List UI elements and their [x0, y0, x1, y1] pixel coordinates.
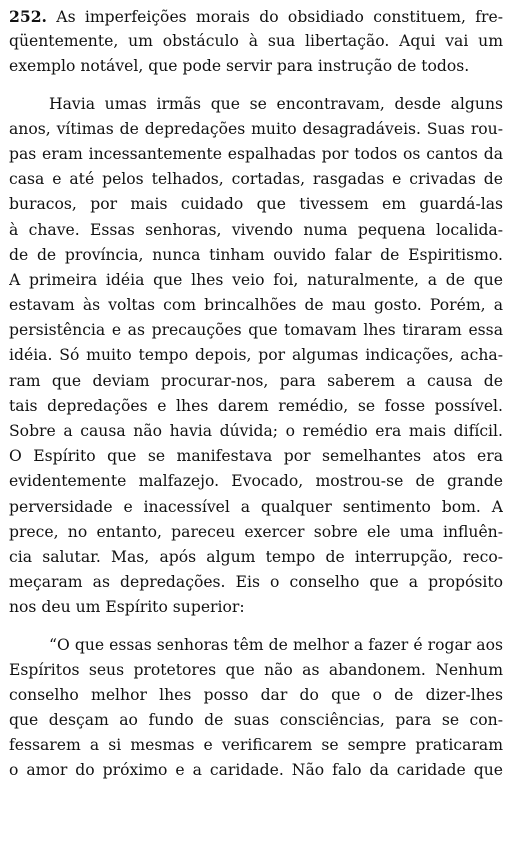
text-line: evidentemente malfazejo. Evocado, mostrou-se de grande: [9, 472, 503, 491]
text-line: O Espírito que se manifestava por semelhantes atos era: [9, 447, 503, 466]
text-line: buracos, por mais cuidado que tivessem em guardá-las: [9, 195, 503, 214]
paragraph-gap: [9, 621, 503, 633]
text-line: estavam às voltas com brincalhões de mau gosto. Porém, a: [9, 296, 503, 315]
text-line: prece, no entanto, pareceu exercer sobre ele uma influên-: [9, 522, 503, 541]
text-line: idéia. Só muito tempo depois, por algumas indicações, acha-: [9, 346, 503, 365]
text-line: cia salutar. Mas, após algum tempo de interrupção, reco-: [9, 547, 503, 566]
text-line: fessarem a si mesmas e verificarem se sempre praticaram: [9, 736, 503, 755]
paragraph-252: [9, 4, 503, 80]
document-page: [9, 4, 503, 784]
text-line: tais depredações e lhes darem remédio, se fosse possível.: [9, 396, 503, 415]
text-line: anos, vítimas de depredações muito desagradáveis. Suas rou-: [9, 119, 503, 138]
text-line: meçaram as depredações. Eis o conselho que a propósito: [9, 573, 503, 592]
text-line: casa e até pelos telhados, cortadas, rasgadas e crivadas de: [9, 170, 503, 189]
paragraph-number: 252.: [9, 7, 47, 26]
text-line: qüentemente, um obstáculo à sua libertação. Aqui vai um: [9, 32, 503, 51]
text-line: “O que essas senhoras têm de melhor a fazer é rogar aos: [49, 635, 503, 654]
text-line: Sobre a causa não havia dúvida; o remédio era mais difícil.: [9, 422, 503, 440]
text-line: o amor do próximo e a caridade. Não falo da caridade que: [9, 761, 503, 780]
text-line: A primeira idéia que lhes veio foi, naturalmente, a de que: [9, 270, 503, 289]
text-line: persistência e as precauções que tomavam lhes tiraram essa: [9, 321, 503, 340]
paragraph-quote: [9, 633, 503, 784]
text-line: Espíritos seus protetores que não as abandonem. Nenhum: [9, 660, 503, 679]
text-line: 252. As imperfeições morais do obsidiado constituem, fre-: [9, 7, 503, 26]
text-line: de de província, nunca tinham ouvido falar de Espiritismo.: [9, 245, 503, 264]
text-line: Havia umas irmãs que se encontravam, desde alguns: [49, 94, 503, 113]
text-line: exemplo notável, que pode servir para instrução de todos.: [9, 57, 470, 76]
text-line: ram que deviam procurar-nos, para saberem a causa de: [9, 371, 503, 390]
text-line: nos deu um Espírito superior:: [9, 598, 245, 617]
text-line: pas eram incessantemente espalhadas por todos os cantos da: [9, 144, 503, 163]
text-line: perversidade e inacessível a qualquer sentimento bom. A: [9, 497, 503, 516]
paragraph-gap: [9, 80, 503, 92]
paragraph-narrative: [9, 92, 503, 621]
text-line: à chave. Essas senhoras, vivendo numa pequena localida-: [9, 220, 503, 239]
text-line: que desçam ao fundo de suas consciências, para se con-: [9, 711, 503, 730]
text-line: conselho melhor lhes posso dar do que o de dizer-lhes: [9, 685, 503, 704]
